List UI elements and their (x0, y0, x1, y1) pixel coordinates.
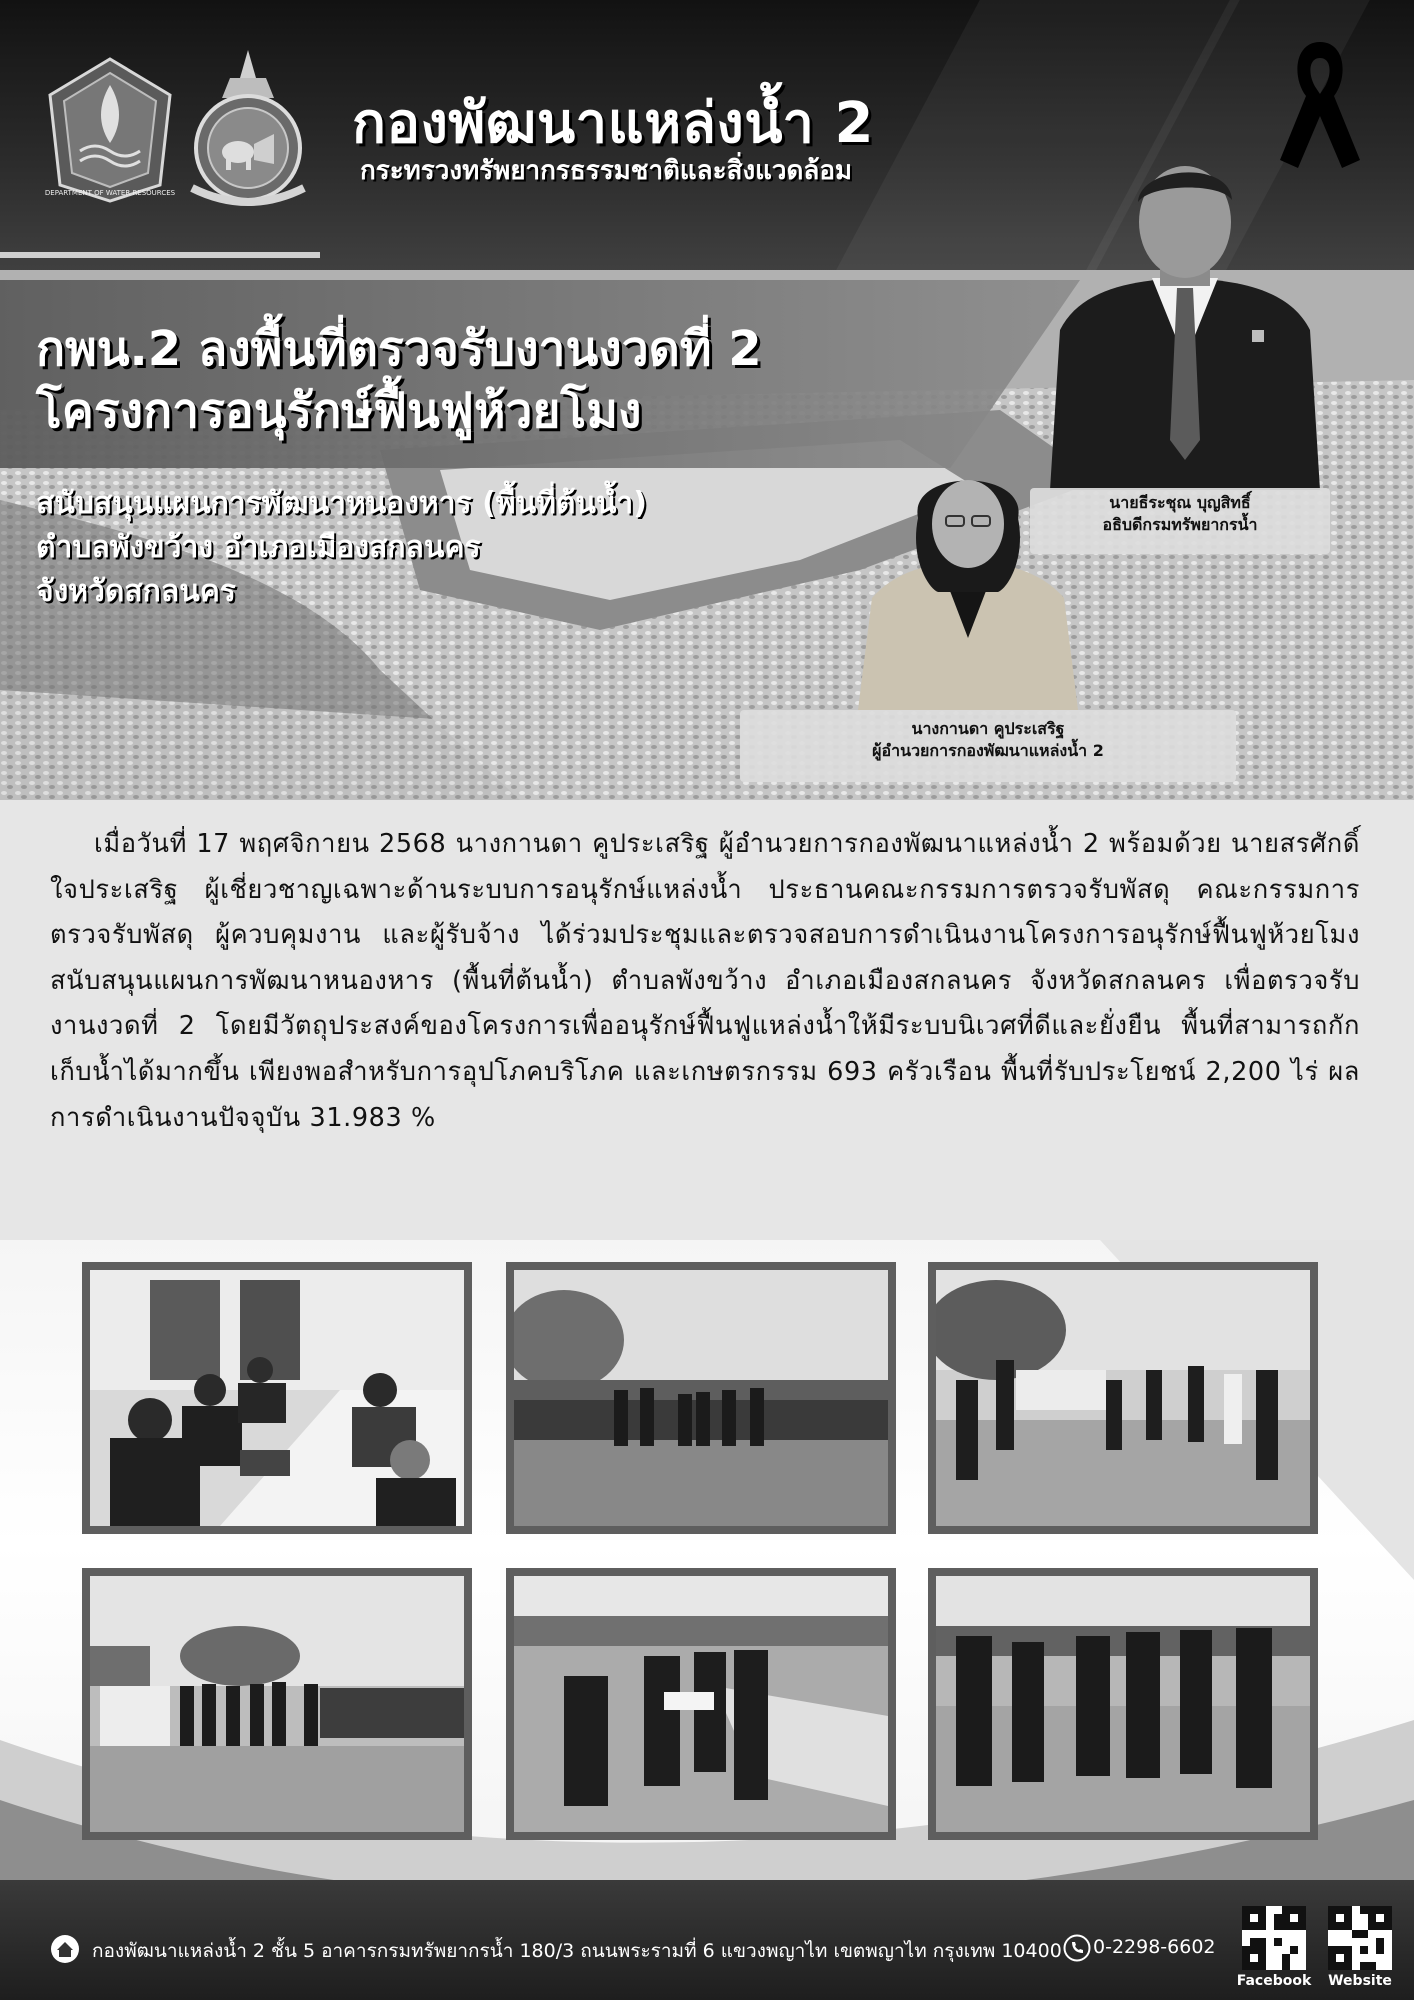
director-caption (740, 710, 1236, 782)
subheadline (36, 482, 647, 614)
header-divider (0, 252, 320, 258)
subheadline-line-2: ตำบลพังขว้าง อำเภอเมืองสกลนคร (36, 530, 481, 565)
director-title: ผู้อำนวยการกองพัฒนาแหล่งน้ำ 2 (872, 741, 1104, 760)
headline-line-1: กพน.2 ลงพื้นที่ตรวจรับงานงวดที่ 2 (36, 321, 762, 377)
photo-site-group (928, 1262, 1318, 1534)
subheadline-line-1: สนับสนุนแผนการพัฒนาหนองหาร (พื้นที่ต้นน้ำ) (36, 486, 647, 521)
footer-phone: 0-2298-6602 (1093, 1936, 1216, 1958)
dwr-logo-icon (40, 55, 180, 205)
website-qr-icon[interactable] (1328, 1906, 1392, 1970)
director-portrait (858, 458, 1078, 710)
facebook-qr-icon[interactable] (1242, 1906, 1306, 1970)
director-name: นางกานดา คูประเสริฐ (911, 719, 1065, 738)
headline (36, 318, 762, 442)
headline-line-2: โครงการอนุรักษ์ฟื้นฟูห้วยโมง (36, 383, 642, 439)
website-label: Website (1328, 1973, 1392, 1989)
director-general-portrait (1040, 160, 1330, 490)
logo1-text: DEPARTMENT OF WATER RESOURCES (44, 189, 176, 197)
phone-icon (1063, 1934, 1091, 1962)
director-general-name: นายธีระชุณ บุญสิทธิ์ (1109, 493, 1251, 512)
mourning-ribbon-icon (1274, 32, 1366, 172)
photo-inspection (506, 1568, 896, 1840)
home-icon (50, 1934, 80, 1964)
subheadline-line-3: จังหวัดสกลนคร (36, 574, 236, 609)
facebook-label: Facebook (1236, 1973, 1312, 1989)
photo-pipes (506, 1262, 896, 1534)
body-paragraph: เมื่อวันที่ 17 พฤศจิกายน 2568 นางกานดา คูประเสริฐ ผู้อำนวยการกองพัฒนาแหล่งน้ำ 2 พร้อมด้วย นายสรศักดิ์ ใจประเสริฐ ผู้เชี่ยวชาญเฉพาะด้านระบบการอนุรักษ์แหล่งน้ำ ประธานคณะกรรมการตรวจรับพัสดุ คณะกรรมการตรวจรับพัสดุ ผู้ควบคุมงาน และผู้รับจ้าง ได้ร่วมประชุมและตรวจสอบการดำเนินงานโครงการอนุรักษ์ฟื้นฟูห้วยโมง สนับสนุนแผนการพัฒนาหนองหาร (พื้นที่ต้นน้ำ) ตำบลพังขว้าง อำเภอเมืองสกลนคร จังหวัดสกลนคร เพื่อตรวจรับงานงวดที่ 2 โดยมีวัตถุประสงค์ของโครงการเพื่ออนุรักษ์ฟื้นฟูแหล่งน้ำให้มีระบบนิเวศที่ดีและยั่งยืน พื้นที่สามารถกักเก็บน้ำได้มากขึ้น เพียงพอสำหรับการอุปโภคบริโภค และเกษตรกรรม 693 ครัวเรือน พื้นที่รับประโยชน์ 2,200 ไร่ ผลการดำเนินงานปัจจุบัน 31.983 % (50, 829, 1360, 1133)
org-subtitle: กระทรวงทรัพยากรธรรมชาติและสิ่งแวดล้อม (360, 156, 853, 186)
footer-address: กองพัฒนาแหล่งน้ำ 2 ชั้น 5 อาคารกรมทรัพยากรน้ำ 180/3 ถนนพระรามที่ 6 แขวงพญาไท เขตพญาไท กรุงเทพ 10400 (92, 1940, 1062, 1962)
photo-tank-group (82, 1568, 472, 1840)
director-general-title: อธิบดีกรมทรัพยากรน้ำ (1102, 515, 1258, 534)
photo-meeting (82, 1262, 472, 1534)
ministry-emblem-icon (178, 48, 318, 218)
org-title: กองพัฒนาแหล่งน้ำ 2 (352, 91, 874, 156)
photo-team-lineup (928, 1568, 1318, 1840)
